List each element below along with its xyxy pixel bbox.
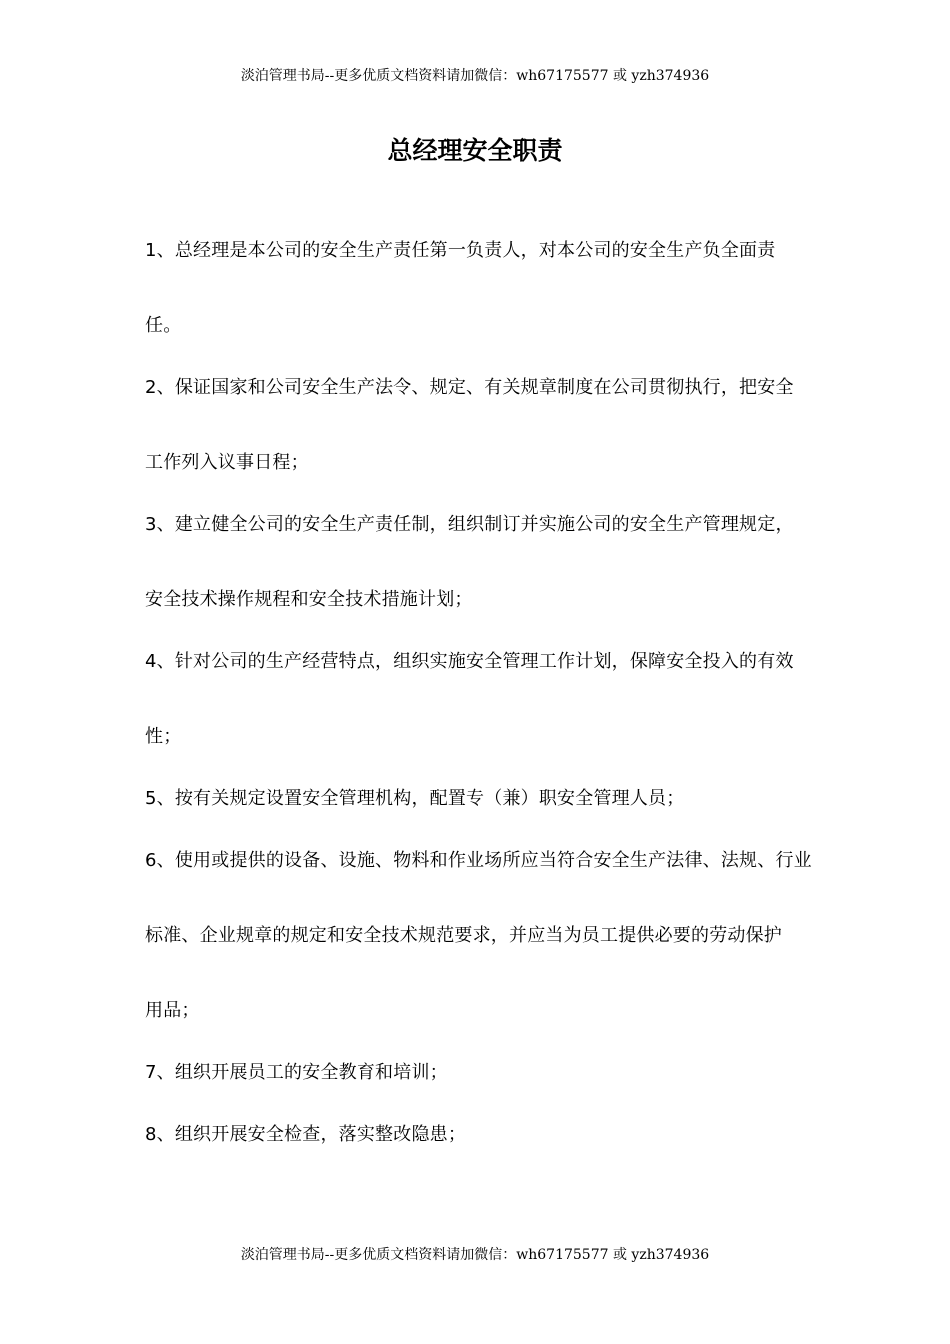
- body-line: 性；: [145, 726, 182, 747]
- body-line: 5、按有关规定设置安全管理机构，配置专（兼）职安全管理人员；: [145, 788, 685, 809]
- body-line: 2、保证国家和公司安全生产法令、规定、有关规章制度在公司贯彻执行，把安全: [145, 377, 794, 398]
- body-line: 用品；: [145, 1000, 200, 1021]
- body-line: 6、使用或提供的设备、设施、物料和作业场所应当符合安全生产法律、法规、行业: [145, 850, 812, 871]
- body-line: 7、组织开展员工的安全教育和培训；: [145, 1062, 448, 1083]
- body-line: 任。: [145, 315, 182, 336]
- body-line: 标准、企业规章的规定和安全技术规范要求，并应当为员工提供必要的劳动保护: [145, 925, 782, 946]
- body-line: 安全技术操作规程和安全技术措施计划；: [145, 589, 473, 610]
- body-line: 4、针对公司的生产经营特点，组织实施安全管理工作计划，保障安全投入的有效: [145, 651, 794, 672]
- body-line: 工作列入议事日程；: [145, 452, 309, 473]
- body-line: 3、建立健全公司的安全生产责任制，组织制订并实施公司的安全生产管理规定，: [145, 514, 794, 535]
- body-line: 1、总经理是本公司的安全生产责任第一负责人，对本公司的安全生产负全面责: [145, 240, 776, 261]
- body-line: 8、组织开展安全检查，落实整改隐患；: [145, 1124, 467, 1145]
- page-footer-note: 淡泊管理书局--更多优质文档资料请加微信：wh67175577 或 yzh374936: [240, 1247, 710, 1263]
- document-title: 总经理安全职责: [387, 136, 563, 165]
- page-header-note: 淡泊管理书局--更多优质文档资料请加微信：wh67175577 或 yzh374936: [240, 68, 710, 84]
